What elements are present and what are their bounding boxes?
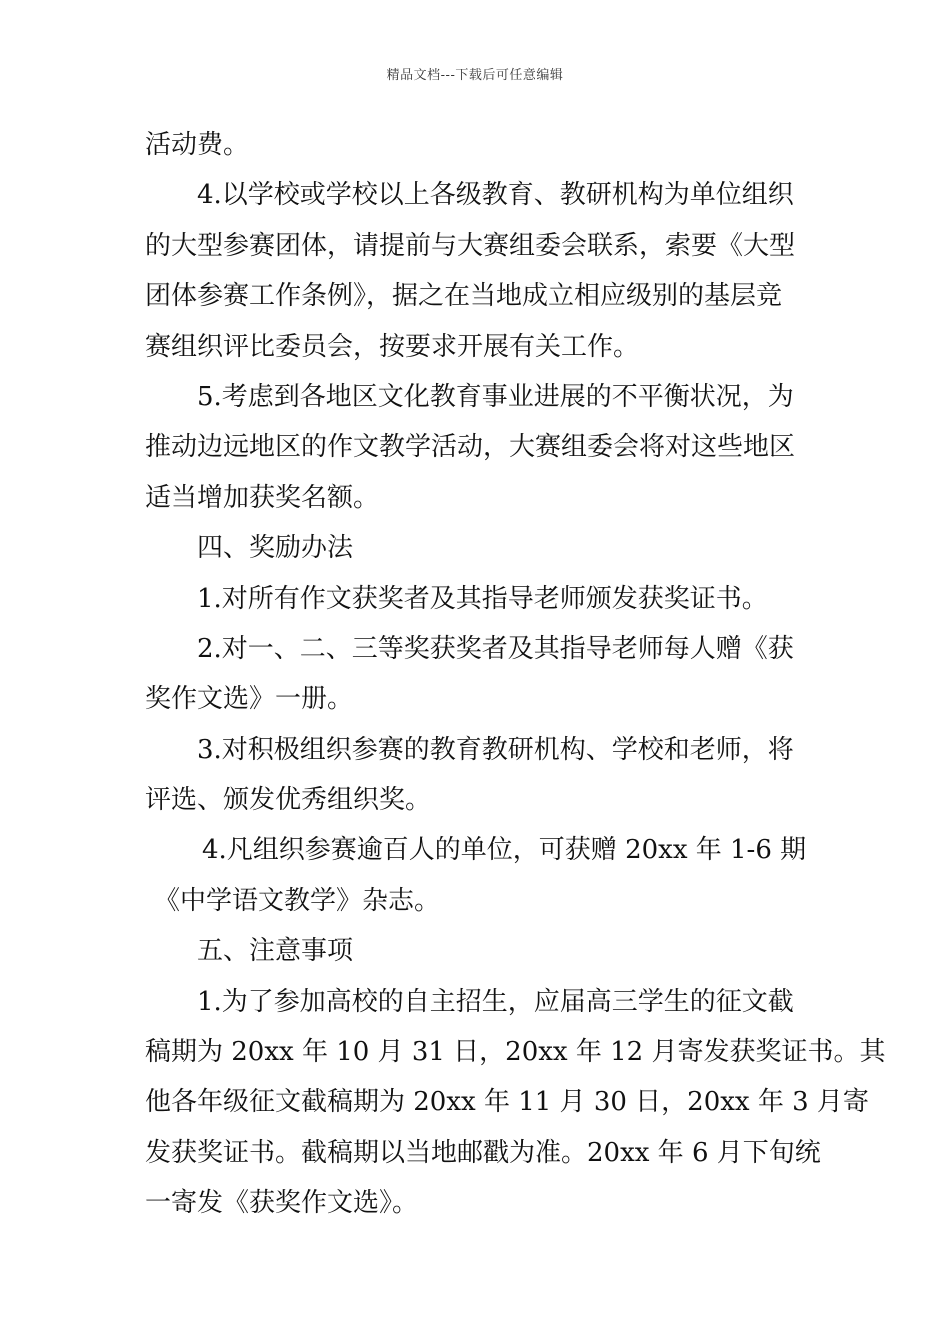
text-line: 活动费。: [145, 130, 250, 160]
note-item-1-line-5: 一寄发《获奖作文选》。: [145, 1188, 419, 1219]
note-item-1-line-4: 发获奖证书。截稿期以当地邮戳为准。20xx 年 6 月下旬统: [145, 1137, 821, 1168]
reward-item-1: 1.对所有作文获奖者及其指导老师颁发获奖证书。: [197, 583, 768, 614]
note-item-1-line-1: 1.为了参加高校的自主招生，应届高三学生的征文截: [197, 986, 794, 1017]
reward-item-4-line-2: 《中学语文教学》杂志。: [154, 885, 441, 916]
reward-item-3-line-1: 3.对积极组织参赛的教育教研机构、学校和老师，将: [197, 734, 794, 765]
section-heading-notes: 五、注意事项: [197, 936, 354, 967]
list-item-4-line-1: 4.以学校或学校以上各级教育、教研机构为单位组织: [197, 180, 794, 211]
document-body: [145, 120, 886, 1229]
list-item-5-line-2: 推动边远地区的作文教学活动，大赛组委会将对这些地区: [145, 432, 796, 463]
list-item-4-line-2: 的大型参赛团体，请提前与大赛组委会联系，索要《大型: [145, 230, 796, 261]
list-item-5-line-1: 5.考虑到各地区文化教育事业进展的不平衡状况，为: [197, 381, 794, 412]
page-header: 精品文档---下载后可任意编辑: [386, 68, 564, 83]
note-item-1-line-3: 他各年级征文截稿期为 20xx 年 11 月 30 日，20xx 年 3 月寄: [145, 1087, 869, 1118]
reward-item-2-line-2: 奖作文选》一册。: [145, 684, 354, 715]
list-item-4-line-4: 赛组织评比委员会，按要求开展有关工作。: [145, 331, 640, 362]
reward-item-2-line-1: 2.对一、二、三等奖获奖者及其指导老师每人赠《获: [197, 633, 794, 664]
reward-item-4-line-1: 4.凡组织参赛逾百人的单位，可获赠 20xx 年 1-6 期: [202, 835, 807, 866]
section-heading-rewards: 四、奖励办法: [197, 533, 354, 564]
reward-item-3-line-2: 评选、颁发优秀组织奖。: [145, 785, 432, 816]
list-item-5-line-3: 适当增加获奖名额。: [145, 482, 380, 513]
list-item-4-line-3: 团体参赛工作条例》，据之在当地成立相应级别的基层竞: [145, 281, 783, 312]
note-item-1-line-2: 稿期为 20xx 年 10 月 31 日，20xx 年 12 月寄发获奖证书。其: [145, 1037, 886, 1068]
